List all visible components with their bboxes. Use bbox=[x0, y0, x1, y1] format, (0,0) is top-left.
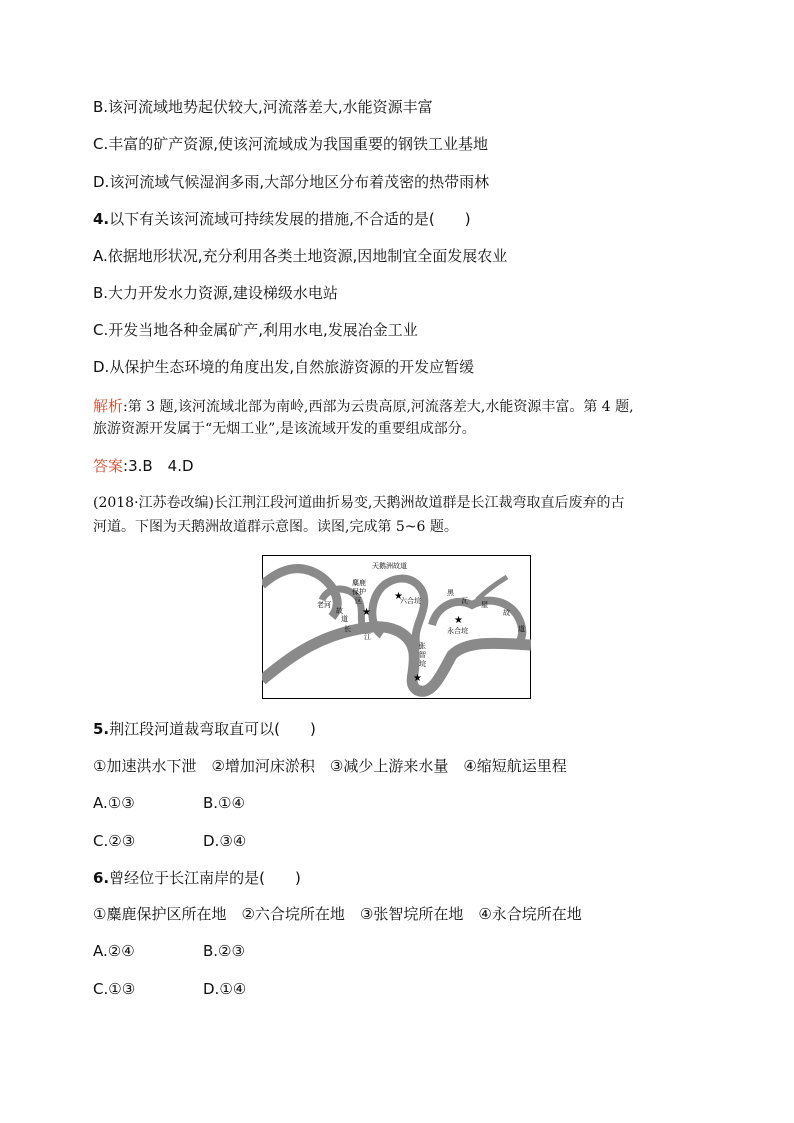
q4-option-d: D.从保护生态环境的角度出发,自然旅游资源的开发应暂缓 bbox=[93, 358, 475, 376]
q5-number: 5. bbox=[93, 720, 110, 738]
label-milu-3: 区 bbox=[355, 597, 362, 605]
analysis-text-1: :第 3 题,该河流域北部为南岭,西部为云贵高原,河流落差大,水能资源丰富。第 4 题, bbox=[123, 399, 634, 415]
star-zhangzhi: ★ bbox=[413, 673, 422, 684]
star-liuhe: ★ bbox=[394, 591, 403, 602]
label-dao: 道 bbox=[341, 615, 348, 623]
label-yuan: 垸 bbox=[419, 660, 426, 668]
label-laohe: 老河 bbox=[317, 601, 331, 609]
analysis-label: 解析 bbox=[93, 397, 124, 415]
q4-option-b: B.大力开发水力资源,建设梯级水电站 bbox=[93, 284, 338, 302]
q5-stem-text: 荆江段河道裁弯取直可以( ) bbox=[109, 720, 316, 738]
q3-option-c: C.丰富的矿产资源,使该河流域成为我国重要的钢铁工业基地 bbox=[93, 135, 489, 153]
intro-line-1: (2018·江苏卷改编)长江荆江段河道曲折易变,天鹅洲故道群是长江裁弯取直后废弃的古 bbox=[93, 495, 625, 511]
label-dao-2: 道 bbox=[518, 625, 525, 633]
q6-option-c: C.①③ bbox=[93, 980, 136, 998]
star-yonghe: ★ bbox=[454, 615, 463, 626]
q5-stem bbox=[93, 719, 316, 739]
label-gu: 故 bbox=[336, 607, 343, 615]
q5-row-2 bbox=[93, 831, 247, 851]
q4-option-c: C.开发当地各种金属矿产,利用水电,发展冶金工业 bbox=[93, 321, 418, 339]
label-zhang: 张 bbox=[419, 642, 426, 650]
q4-stem-text: 以下有关该河流域可持续发展的措施,不合适的是( ) bbox=[109, 210, 471, 228]
q5-option-c: C.②③ bbox=[93, 832, 136, 850]
q6-row-1 bbox=[93, 941, 245, 961]
label-wa: 瓦 bbox=[461, 597, 468, 605]
tianezhou-map bbox=[262, 555, 531, 699]
label-gu-2: 故 bbox=[503, 609, 510, 617]
q6-stem-text: 曾经位于长江南岸的是( ) bbox=[109, 869, 301, 887]
label-liuhe: 六合垸 bbox=[400, 597, 421, 605]
q6-number: 6. bbox=[93, 869, 110, 887]
q5-option-a: A.①③ bbox=[93, 794, 135, 812]
q6-option-b: B.②③ bbox=[203, 942, 245, 960]
q4-stem bbox=[93, 209, 471, 229]
q5-option-d: D.③④ bbox=[203, 832, 247, 850]
q5-items: ①加速洪水下泄 ②增加河床淤积 ③减少上游来水量 ④缩短航运里程 bbox=[93, 757, 567, 775]
label-yonghe: 永合垸 bbox=[447, 627, 468, 635]
q3-option-d: D.该河流域气候湿润多雨,大部分地区分布着茂密的热带雨林 bbox=[93, 173, 490, 191]
q5-option-b: B.①④ bbox=[203, 794, 245, 812]
label-jiang: 江 bbox=[364, 633, 371, 641]
q5-row-1 bbox=[93, 793, 245, 813]
answer-text: :3.B 4.D bbox=[123, 457, 194, 475]
label-wu: 屋 bbox=[481, 601, 488, 609]
q6-stem bbox=[93, 868, 301, 888]
q4-option-a: A.依据地形状况,充分利用各类土地资源,因地制宜全面发展农业 bbox=[93, 247, 508, 265]
label-chang: 长 bbox=[344, 625, 351, 633]
q6-row-2 bbox=[93, 979, 247, 999]
answer-line bbox=[93, 456, 194, 476]
label-zhi: 智 bbox=[419, 651, 426, 659]
q3-option-b: B.该河流域地势起伏较大,河流落差大,水能资源丰富 bbox=[93, 98, 433, 116]
intro-line-2: 河道。下图为天鹅洲故道群示意图。读图,完成第 5~6 题。 bbox=[93, 519, 458, 535]
label-milu-1: 麋鹿 bbox=[352, 579, 366, 587]
q6-items: ①麋鹿保护区所在地 ②六合垸所在地 ③张智垸所在地 ④永合垸所在地 bbox=[93, 905, 582, 923]
label-hei: 黑 bbox=[447, 589, 454, 597]
analysis-line-2: 旅游资源开发属于“无烟工业”,是该流域开发的重要组成部分。 bbox=[93, 421, 476, 437]
q4-number: 4. bbox=[93, 210, 110, 228]
label-milu-2: 保护 bbox=[352, 588, 366, 596]
label-title: 天鹅洲故道 bbox=[372, 562, 407, 570]
q6-option-d: D.①④ bbox=[203, 980, 247, 998]
star-milu: ★ bbox=[362, 607, 371, 618]
answer-label: 答案 bbox=[93, 457, 124, 475]
q6-option-a: A.②④ bbox=[93, 942, 135, 960]
analysis-line-1 bbox=[93, 396, 634, 417]
